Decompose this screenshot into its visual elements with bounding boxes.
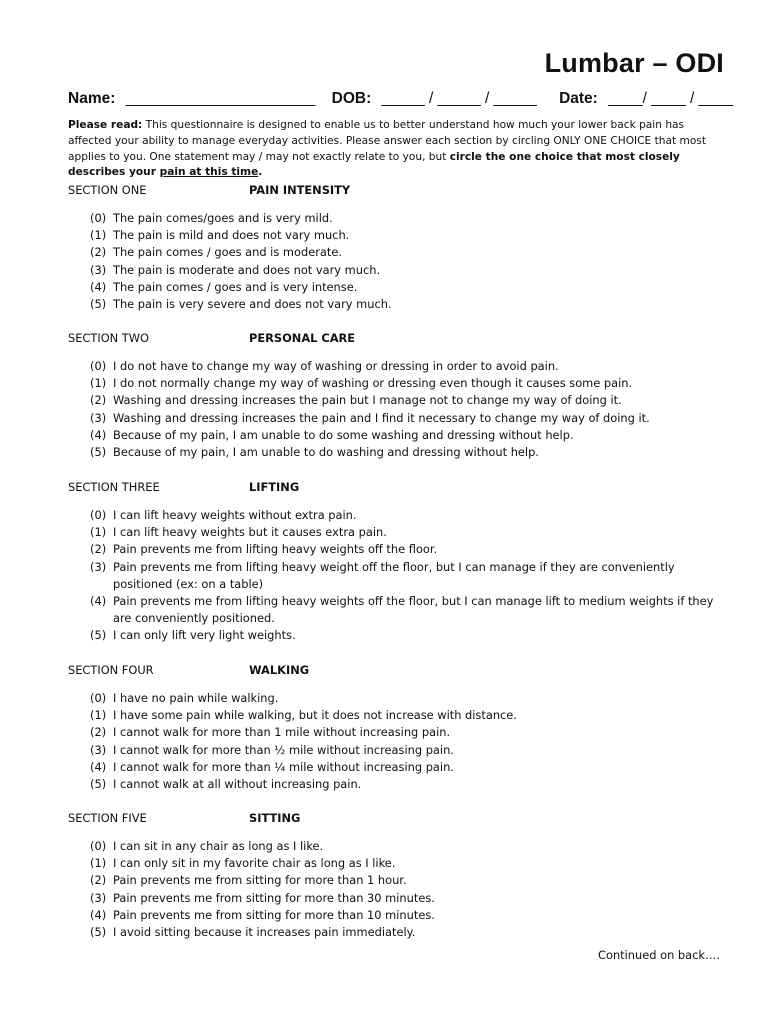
option-item[interactable]: [68, 724, 728, 741]
option-text: The pain comes / goes and is very intense.: [113, 279, 358, 294]
option-text: The pain comes / goes and is moderate.: [113, 245, 342, 260]
option-item[interactable]: [68, 210, 728, 227]
option-code: (1): [90, 228, 107, 243]
option-code: (3): [90, 890, 107, 905]
option-code: (1): [90, 525, 107, 540]
patient-info-row: [68, 90, 733, 108]
form-title: Lumbar – ODI: [544, 48, 724, 78]
option-code: (2): [90, 393, 107, 408]
option-text: The pain is moderate and does not vary much.: [113, 262, 381, 277]
option-text: I cannot walk for more than ¼ mile without increasing pain.: [113, 759, 454, 774]
option-code: (0): [90, 211, 107, 225]
option-item[interactable]: [68, 742, 728, 759]
option-text: I cannot walk for more than 1 mile without increasing pain.: [113, 725, 451, 740]
option-code: (3): [90, 410, 107, 425]
option-item[interactable]: [68, 776, 728, 793]
option-text: I can only sit in my favorite chair as long as I like.: [113, 856, 396, 871]
section-title: PERSONAL CARE: [249, 331, 356, 345]
option-code: (0): [90, 359, 107, 373]
option-item[interactable]: [68, 524, 728, 541]
option-code: (2): [90, 725, 107, 740]
option-code: (4): [90, 759, 107, 774]
option-item[interactable]: [68, 855, 728, 872]
option-item[interactable]: [68, 244, 728, 261]
option-item[interactable]: [68, 593, 728, 627]
option-item[interactable]: [68, 410, 728, 427]
option-text: Pain prevents me from sitting for more than 10 minutes.: [113, 907, 435, 922]
instructions-paragraph: [68, 118, 728, 181]
option-code: (4): [90, 279, 107, 294]
section-title: LIFTING: [249, 480, 300, 494]
option-code: (1): [90, 708, 107, 723]
option-code: (0): [90, 839, 107, 853]
option-text: Pain prevents me from sitting for more than 30 minutes.: [113, 890, 435, 905]
option-item[interactable]: [68, 427, 728, 444]
option-item[interactable]: [68, 890, 728, 907]
instructions-end: .: [258, 166, 263, 179]
section-title: PAIN INTENSITY: [249, 183, 351, 197]
option-code: (3): [90, 262, 107, 277]
option-code: (0): [90, 691, 107, 705]
option-text: I do not normally change my way of washing or dressing even though it causes some pain.: [113, 376, 633, 391]
option-code: (5): [90, 297, 107, 312]
section-personal-care: [68, 331, 728, 461]
option-text: I have no pain while walking.: [113, 691, 279, 705]
option-item[interactable]: [68, 559, 728, 593]
section-number: SECTION FOUR: [68, 663, 154, 677]
instructions-emphasis: circle the one choice that most closely describes your: [68, 150, 680, 179]
option-text: I avoid sitting because it increases pain immediately.: [113, 925, 416, 940]
option-code: (1): [90, 856, 107, 871]
option-list: [68, 507, 728, 645]
option-text: Washing and dressing increases the pain and I find it necessary to change my way of doing it.: [113, 410, 650, 425]
option-item[interactable]: [68, 838, 728, 855]
option-item[interactable]: [68, 392, 728, 409]
option-code: (4): [90, 594, 107, 609]
option-item[interactable]: [68, 507, 728, 524]
dob-field[interactable]: _____ / _____ / _____: [381, 90, 537, 107]
section-walking: [68, 663, 728, 793]
option-code: (5): [90, 777, 107, 792]
option-item[interactable]: [68, 759, 728, 776]
option-item[interactable]: [68, 707, 728, 724]
option-text: The pain is very severe and does not vary much.: [113, 297, 392, 312]
option-item[interactable]: [68, 279, 728, 296]
option-code: (2): [90, 873, 107, 888]
instructions-underline: pain at this time: [159, 166, 259, 179]
section-sitting: [68, 811, 728, 941]
option-text: I can only lift very light weights.: [113, 628, 296, 643]
name-field[interactable]: ______________________: [125, 90, 316, 107]
option-item[interactable]: [68, 690, 728, 707]
option-item[interactable]: [68, 872, 728, 889]
option-item[interactable]: [68, 262, 728, 279]
option-item[interactable]: [68, 627, 728, 644]
option-text: I do not have to change my way of washing or dressing in order to avoid pain.: [113, 359, 559, 373]
option-text: I cannot walk at all without increasing pain.: [113, 777, 362, 792]
option-item[interactable]: [68, 358, 728, 375]
section-number: SECTION THREE: [68, 480, 160, 494]
option-item[interactable]: [68, 541, 728, 558]
option-text: Because of my pain, I am unable to do some washing and dressing without help.: [113, 427, 574, 442]
option-text: I can lift heavy weights without extra pain.: [113, 508, 357, 522]
date-label: Date:: [559, 90, 598, 107]
option-item[interactable]: [68, 296, 728, 313]
option-code: (1): [90, 376, 107, 391]
option-code: (2): [90, 245, 107, 260]
option-text: Washing and dressing increases the pain but I manage not to change my way of doing it.: [113, 393, 622, 408]
option-list: [68, 690, 728, 793]
option-code: (3): [90, 742, 107, 757]
option-text: Pain prevents me from lifting heavy weights off the floor, but I can manage lift to medium weights if they are conveniently positioned.: [113, 594, 714, 626]
option-code: (5): [90, 445, 107, 460]
section-number: SECTION ONE: [68, 183, 147, 197]
option-text: The pain comes/goes and is very mild.: [113, 211, 333, 225]
option-code: (4): [90, 427, 107, 442]
section-title: WALKING: [249, 663, 310, 677]
option-text: Pain prevents me from lifting heavy weights off the floor.: [113, 542, 438, 557]
instructions-lead: Please read:: [68, 119, 143, 131]
option-code: (4): [90, 907, 107, 922]
continued-note: Continued on back….: [598, 948, 720, 962]
option-text: Pain prevents me from lifting heavy weight off the floor, but I can manage if they are conveniently positioned (ex: on a table): [113, 559, 675, 591]
section-pain-intensity: [68, 183, 728, 313]
section-number: SECTION FIVE: [68, 811, 147, 825]
option-text: I cannot walk for more than ½ mile without increasing pain.: [113, 742, 454, 757]
option-list: [68, 358, 728, 461]
option-code: (2): [90, 542, 107, 557]
option-text: The pain is mild and does not vary much.: [113, 228, 350, 243]
option-code: (5): [90, 628, 107, 643]
option-text: Because of my pain, I am unable to do washing and dressing without help.: [113, 445, 539, 460]
section-lifting: [68, 480, 728, 645]
option-text: Pain prevents me from sitting for more than 1 hour.: [113, 873, 407, 888]
option-list: [68, 838, 728, 941]
option-item[interactable]: [68, 907, 728, 924]
option-item[interactable]: [68, 375, 728, 392]
name-label: Name:: [68, 90, 116, 107]
section-number: SECTION TWO: [68, 331, 149, 345]
option-code: (5): [90, 925, 107, 940]
option-code: (3): [90, 559, 107, 574]
option-item[interactable]: [68, 227, 728, 244]
instructions-text: This questionnaire is designed to enable us to better understand how much your lower back pain has affected your ability to manage everyday activities. Please answer each section by circling ONLY ONE CHOICE that most applies to you. One statement may / may not exactly relate to you, but: [68, 119, 706, 163]
option-item[interactable]: [68, 924, 728, 941]
option-list: [68, 210, 728, 313]
section-title: SITTING: [249, 811, 301, 825]
option-item[interactable]: [68, 444, 728, 461]
option-text: I can lift heavy weights but it causes extra pain.: [113, 525, 387, 540]
dob-label: DOB:: [331, 90, 372, 107]
option-text: I can sit in any chair as long as I like.: [113, 839, 324, 853]
option-code: (0): [90, 508, 107, 522]
date-field[interactable]: ____/ ____ / ____: [608, 90, 734, 107]
option-text: I have some pain while walking, but it does not increase with distance.: [113, 708, 517, 723]
